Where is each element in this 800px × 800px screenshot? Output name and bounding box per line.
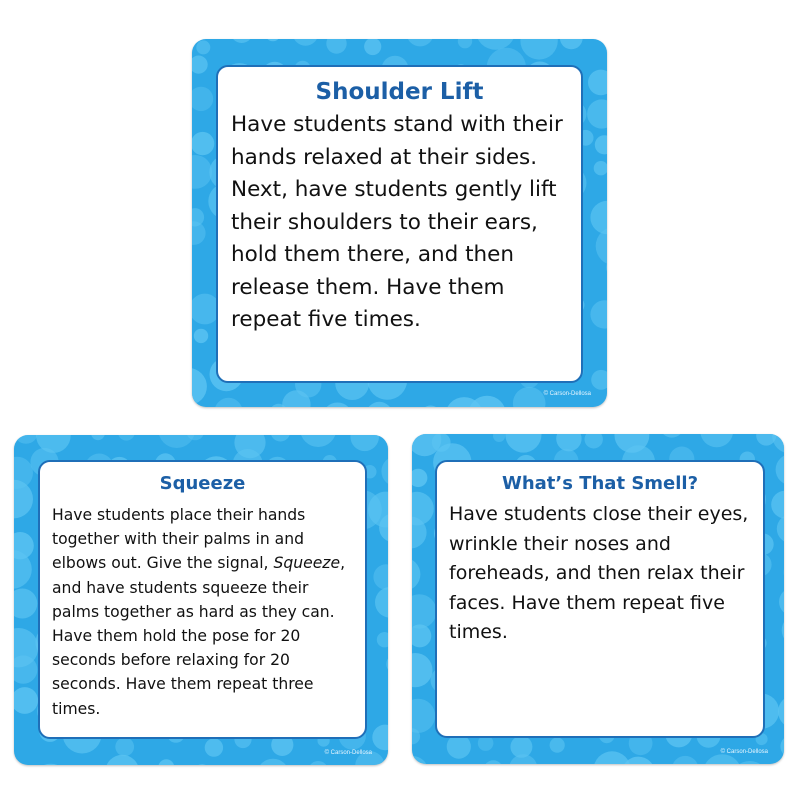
decorative-dot bbox=[105, 755, 139, 765]
decorative-dot bbox=[192, 56, 208, 74]
decorative-dot bbox=[192, 221, 206, 245]
decorative-dot bbox=[601, 39, 607, 46]
decorative-dot bbox=[703, 754, 742, 764]
decorative-dot bbox=[484, 760, 503, 764]
decorative-dot bbox=[595, 135, 607, 154]
decorative-dot bbox=[593, 751, 630, 764]
decorative-dot bbox=[594, 161, 607, 175]
decorative-dot bbox=[265, 39, 280, 41]
decorative-dot bbox=[596, 227, 607, 266]
decorative-dot bbox=[406, 39, 433, 46]
decorative-dot bbox=[14, 589, 37, 619]
decorative-dot bbox=[322, 403, 353, 408]
decorative-dot bbox=[520, 39, 557, 60]
decorative-dot bbox=[771, 491, 784, 519]
decorative-dot bbox=[14, 435, 38, 444]
decorative-dot bbox=[550, 738, 565, 753]
decorative-dot bbox=[14, 480, 33, 519]
copyright-notice: © Carson-Dellosa bbox=[720, 749, 768, 755]
decorative-dot bbox=[412, 756, 428, 764]
decorative-dot bbox=[587, 99, 607, 128]
decorative-dot bbox=[412, 558, 420, 591]
decorative-dot bbox=[14, 761, 29, 765]
decorative-dot bbox=[660, 434, 685, 438]
decorative-dot bbox=[412, 653, 433, 687]
card-text-panel bbox=[435, 460, 765, 738]
decorative-dot bbox=[326, 39, 346, 54]
decorative-dot bbox=[257, 759, 289, 765]
decorative-dot bbox=[672, 756, 699, 764]
decorative-dot bbox=[591, 370, 607, 390]
card-title: Shoulder Lift bbox=[315, 79, 484, 105]
decorative-dot bbox=[377, 632, 388, 647]
decorative-dot bbox=[420, 406, 442, 408]
decorative-dot bbox=[458, 39, 472, 48]
decorative-dot bbox=[588, 70, 607, 96]
decorative-dot bbox=[513, 387, 546, 407]
decorative-dot bbox=[231, 39, 253, 43]
decorative-dot bbox=[214, 398, 242, 407]
decorative-dot bbox=[412, 594, 437, 628]
decorative-dot bbox=[192, 368, 207, 405]
decorative-dot bbox=[412, 469, 427, 487]
activity-card-shoulder-lift bbox=[192, 39, 607, 407]
decorative-dot bbox=[782, 615, 784, 646]
card-instructions: Have students close their eyes, wrinkle their noses and foreheads, and then relax their faces. Have them repeat five times. bbox=[449, 503, 749, 643]
decorative-dot bbox=[590, 201, 607, 234]
decorative-dot bbox=[778, 695, 784, 728]
card-text-panel bbox=[216, 65, 583, 383]
decorative-dot bbox=[192, 155, 212, 189]
decorative-dot bbox=[350, 435, 379, 451]
decorative-dot bbox=[776, 454, 784, 485]
decorative-dot bbox=[493, 434, 505, 442]
decorative-dot bbox=[590, 300, 607, 328]
decorative-dot bbox=[115, 737, 134, 756]
decorative-dot bbox=[372, 725, 388, 751]
decorative-dot bbox=[14, 687, 38, 714]
decorative-dot bbox=[412, 699, 435, 733]
instructions-part-2: , and have students squeeze their palms together as hard as they can. Have them hold the pose for 20 seconds before relaxing for 20 seconds. Have them repeat three times. bbox=[52, 554, 346, 718]
instructions-part-1: Have students place their hands together with their palms in and elbows out. Give the signal, bbox=[52, 506, 306, 573]
decorative-dot bbox=[31, 764, 70, 765]
decorative-dot bbox=[192, 87, 213, 111]
decorative-dot bbox=[412, 624, 431, 647]
activity-card-squeeze bbox=[14, 435, 388, 765]
instructions-emphasis: Squeeze bbox=[273, 554, 341, 573]
decorative-dot bbox=[192, 764, 212, 765]
decorative-dot bbox=[560, 39, 583, 49]
decorative-dot bbox=[772, 434, 784, 453]
decorative-dot bbox=[386, 654, 388, 674]
copyright-notice: © Carson-Dellosa bbox=[324, 750, 372, 756]
decorative-dot bbox=[777, 514, 784, 543]
decorative-dot bbox=[366, 402, 393, 407]
card-instructions bbox=[40, 496, 365, 721]
decorative-dot bbox=[585, 434, 603, 449]
decorative-dot bbox=[205, 738, 223, 756]
decorative-dot bbox=[468, 396, 506, 407]
decorative-dot bbox=[158, 759, 174, 765]
decorative-dot bbox=[196, 40, 210, 54]
decorative-dot bbox=[556, 434, 581, 451]
card-title: What’s That Smell? bbox=[501, 473, 699, 494]
copyright-notice: © Carson-Dellosa bbox=[543, 391, 591, 397]
decorative-dot bbox=[308, 761, 328, 765]
decorative-dot bbox=[505, 434, 541, 453]
decorative-dot bbox=[364, 39, 381, 55]
decorative-dot bbox=[91, 435, 105, 440]
card-title: Squeeze bbox=[159, 473, 246, 494]
card-instructions: Have students stand with their hands relaxed at their sides. Next, have students gently lift their shoulders to their ears, hold them there, and then release them. Have them repeat five times. bbox=[231, 112, 563, 332]
decorative-dot bbox=[300, 435, 336, 447]
decorative-dot bbox=[779, 588, 784, 616]
decorative-dot bbox=[192, 132, 214, 155]
decorative-dot bbox=[271, 435, 291, 442]
decorative-dot bbox=[381, 456, 388, 486]
decorative-dot bbox=[194, 329, 208, 343]
activity-card-whats-that-smell bbox=[412, 434, 784, 764]
decorative-dot bbox=[118, 435, 135, 441]
card-text-panel bbox=[38, 460, 367, 739]
decorative-dot bbox=[373, 564, 388, 589]
decorative-dot bbox=[780, 735, 784, 757]
decorative-dot bbox=[447, 735, 471, 759]
decorative-dot bbox=[509, 754, 537, 764]
decorative-dot bbox=[293, 39, 319, 46]
decorative-dot bbox=[375, 587, 388, 618]
decorative-dot bbox=[700, 434, 733, 447]
